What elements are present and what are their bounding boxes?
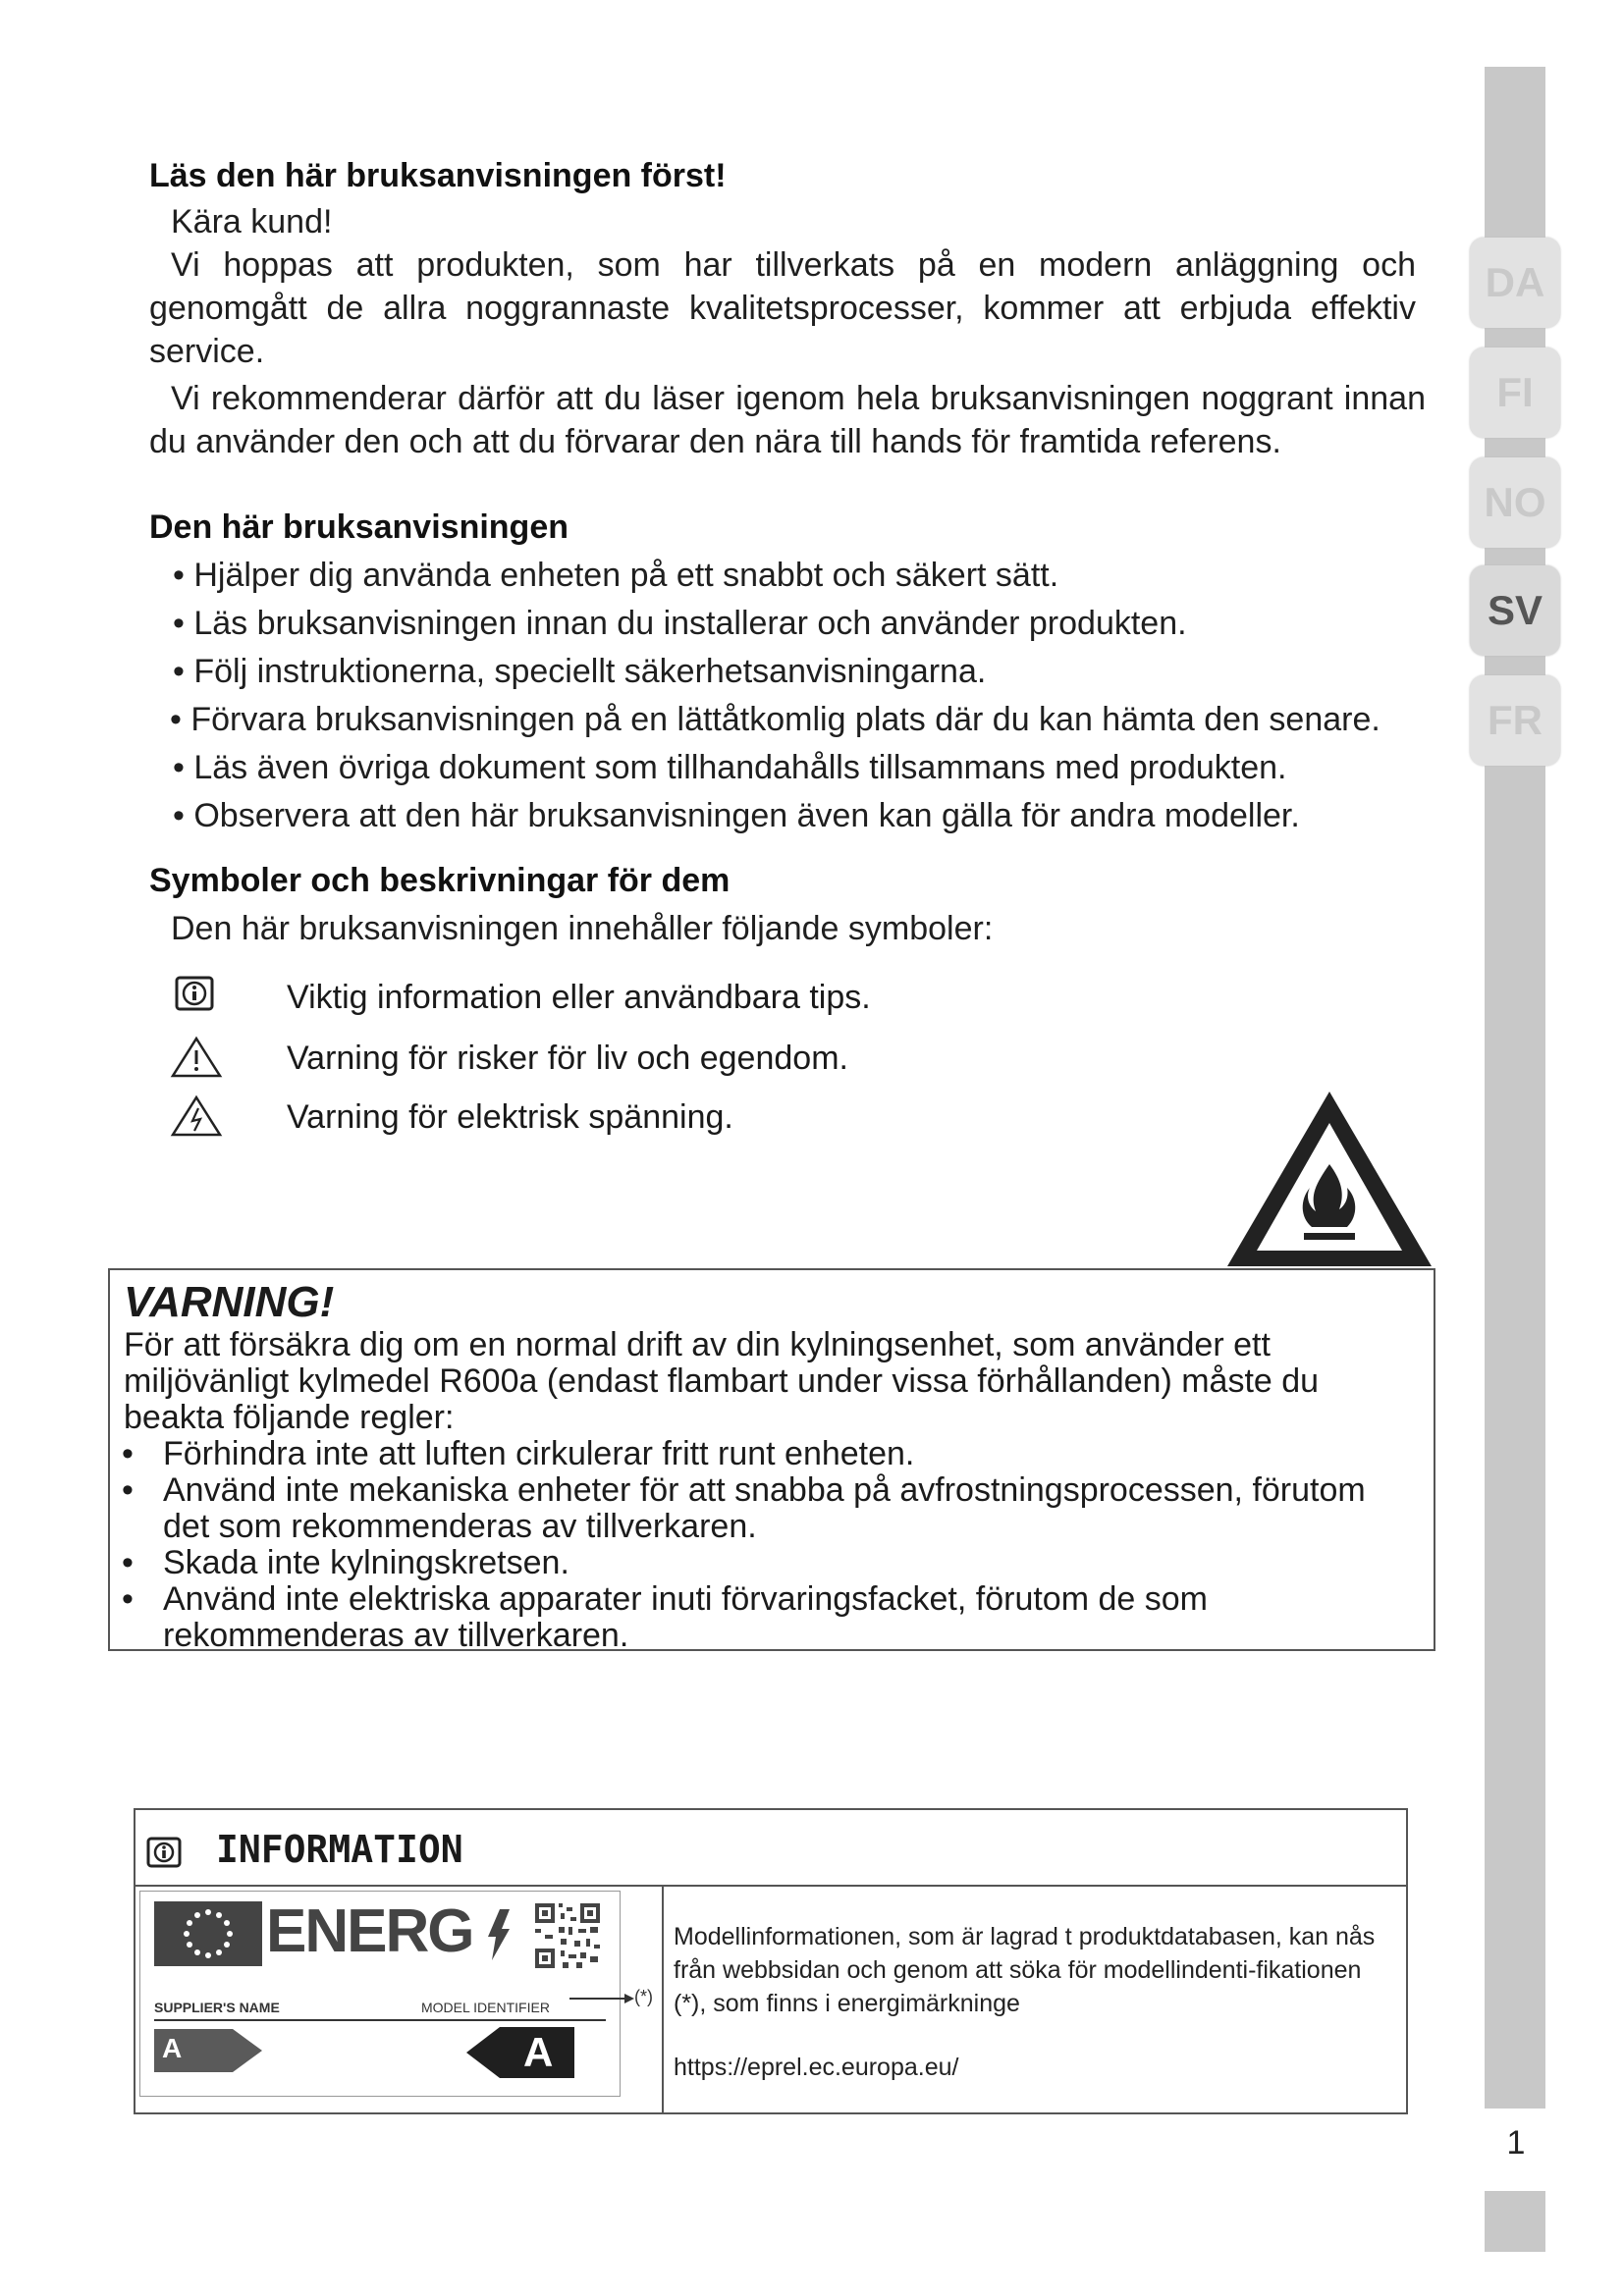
info-icon (169, 974, 228, 1021)
symbols-intro: Den här bruksanvisningen innehåller följande symboler: (171, 910, 994, 947)
intro-heading: Läs den här bruksanvisningen först! (149, 157, 727, 194)
list-item: • Läs bruksanvisningen innan du installerar och använder produkten. (173, 605, 1187, 642)
list-item: • Skada inte kylningskretsen. (124, 1545, 1420, 1581)
symbol-row-warning (169, 1033, 848, 1084)
symbols-heading: Symboler och beskrivningar för dem (149, 862, 731, 899)
symbol-label: Varning för elektrisk spänning. (287, 1097, 733, 1136)
bottom-block (1485, 2191, 1545, 2252)
symbol-row-electric (169, 1092, 733, 1143)
list-item: • Läs även övriga dokument som tillhandahålls tillsammans med produkten. (173, 749, 1287, 786)
eprel-link[interactable]: https://eprel.ec.europa.eu/ (674, 2054, 959, 2081)
reference-mark: (*) (634, 1987, 653, 2006)
eu-flag-icon (154, 1901, 262, 1966)
energy-class-left: A (162, 2033, 183, 2063)
electric-warning-icon (169, 1094, 228, 1141)
intro-paragraph-1: Vi hoppas att produkten, som har tillverkats på en modern anläggning och genomgått de allra noggrannaste kvalitetsprocesser, kommer att erbjuda effektiv service. (149, 246, 1416, 370)
list-item: • Använd inte elektriska apparater inuti förvaringsfacket, förutom de som rekommenderas av tillverkaren. (124, 1581, 1420, 1654)
lang-tab-fr[interactable]: FR (1470, 675, 1560, 766)
lightning-icon (486, 1909, 512, 1960)
information-text: Modellinformationen, som är lagrad t produktdatabasen, kan nås från webbsidan och genom att söka för modellindenti-fikationen (*), som finns i energimärkninge (674, 1923, 1376, 2017)
symbol-label: Varning för risker för liv och egendom. (287, 1039, 848, 1077)
list-item: • Förhindra inte att luften cirkulerar fritt runt enheten. (124, 1436, 1420, 1472)
manual-heading: Den här bruksanvisningen (149, 508, 568, 546)
information-box (134, 1808, 1408, 2114)
information-divider (662, 1885, 664, 2114)
model-identifier: MODEL IDENTIFIER (421, 2000, 550, 2015)
greeting: Kära kund! (171, 203, 333, 240)
intro-paragraph-2: Vi rekommenderar därför att du läser igenom hela bruksanvisningen noggrant innan du använder den och att du förvarar den nära till hands för framtida referens. (149, 380, 1426, 460)
list-item: • Hjälper dig använda enheten på ett snabbt och säkert sätt. (173, 557, 1059, 594)
symbol-row-info (169, 972, 871, 1023)
lang-tab-no[interactable]: NO (1470, 457, 1560, 548)
energy-class-right: A (523, 2029, 554, 2075)
qr-code-icon[interactable] (533, 1901, 602, 1970)
lang-tab-da[interactable]: DA (1470, 238, 1560, 328)
information-header (135, 1810, 1406, 1887)
list-item: • Följ instruktionerna, speciellt säkerhetsanvisningarna. (173, 653, 987, 690)
energy-label (139, 1891, 621, 2097)
list-item: • Använd inte mekaniska enheter för att snabba på avfrostningsprocessen, förutom det som rekommenderas av tillverkaren. (124, 1472, 1420, 1545)
warning-list (124, 1436, 1420, 1654)
warning-triangle-icon (169, 1035, 228, 1082)
energy-text: ENERG (266, 1897, 473, 1965)
list-item: • Förvara bruksanvisningen på en lättåtkomlig plats där du kan hämta den senare. (170, 701, 1380, 738)
symbol-label: Viktig information eller användbara tips. (287, 978, 871, 1016)
manual-bullet-list (170, 552, 1380, 840)
list-item: • Observera att den här bruksanvisningen även kan gälla för andra modeller. (173, 797, 1300, 834)
energy-class-arrow-right (466, 2027, 574, 2078)
arrow-right-icon (569, 1991, 634, 2006)
label-divider (154, 2019, 606, 2021)
info-icon (145, 1836, 185, 1869)
lang-tab-fi[interactable]: FI (1470, 347, 1560, 438)
lang-tab-sv[interactable]: SV (1470, 565, 1560, 656)
information-title: INFORMATION (216, 1828, 463, 1871)
warning-box (108, 1268, 1435, 1654)
warning-intro: För att försäkra dig om en normal drift av din kylningsenhet, som använder ett miljövänligt kylmedel R600a (endast flambart under vissa förhållanden) måste du beakta följande regler: (124, 1326, 1320, 1436)
page-number: 1 (1506, 2124, 1526, 2162)
flammable-warning-icon (1221, 1086, 1437, 1272)
warning-title: VARNING! (124, 1278, 335, 1326)
supplier-name: SUPPLIER'S NAME (154, 2000, 280, 2015)
